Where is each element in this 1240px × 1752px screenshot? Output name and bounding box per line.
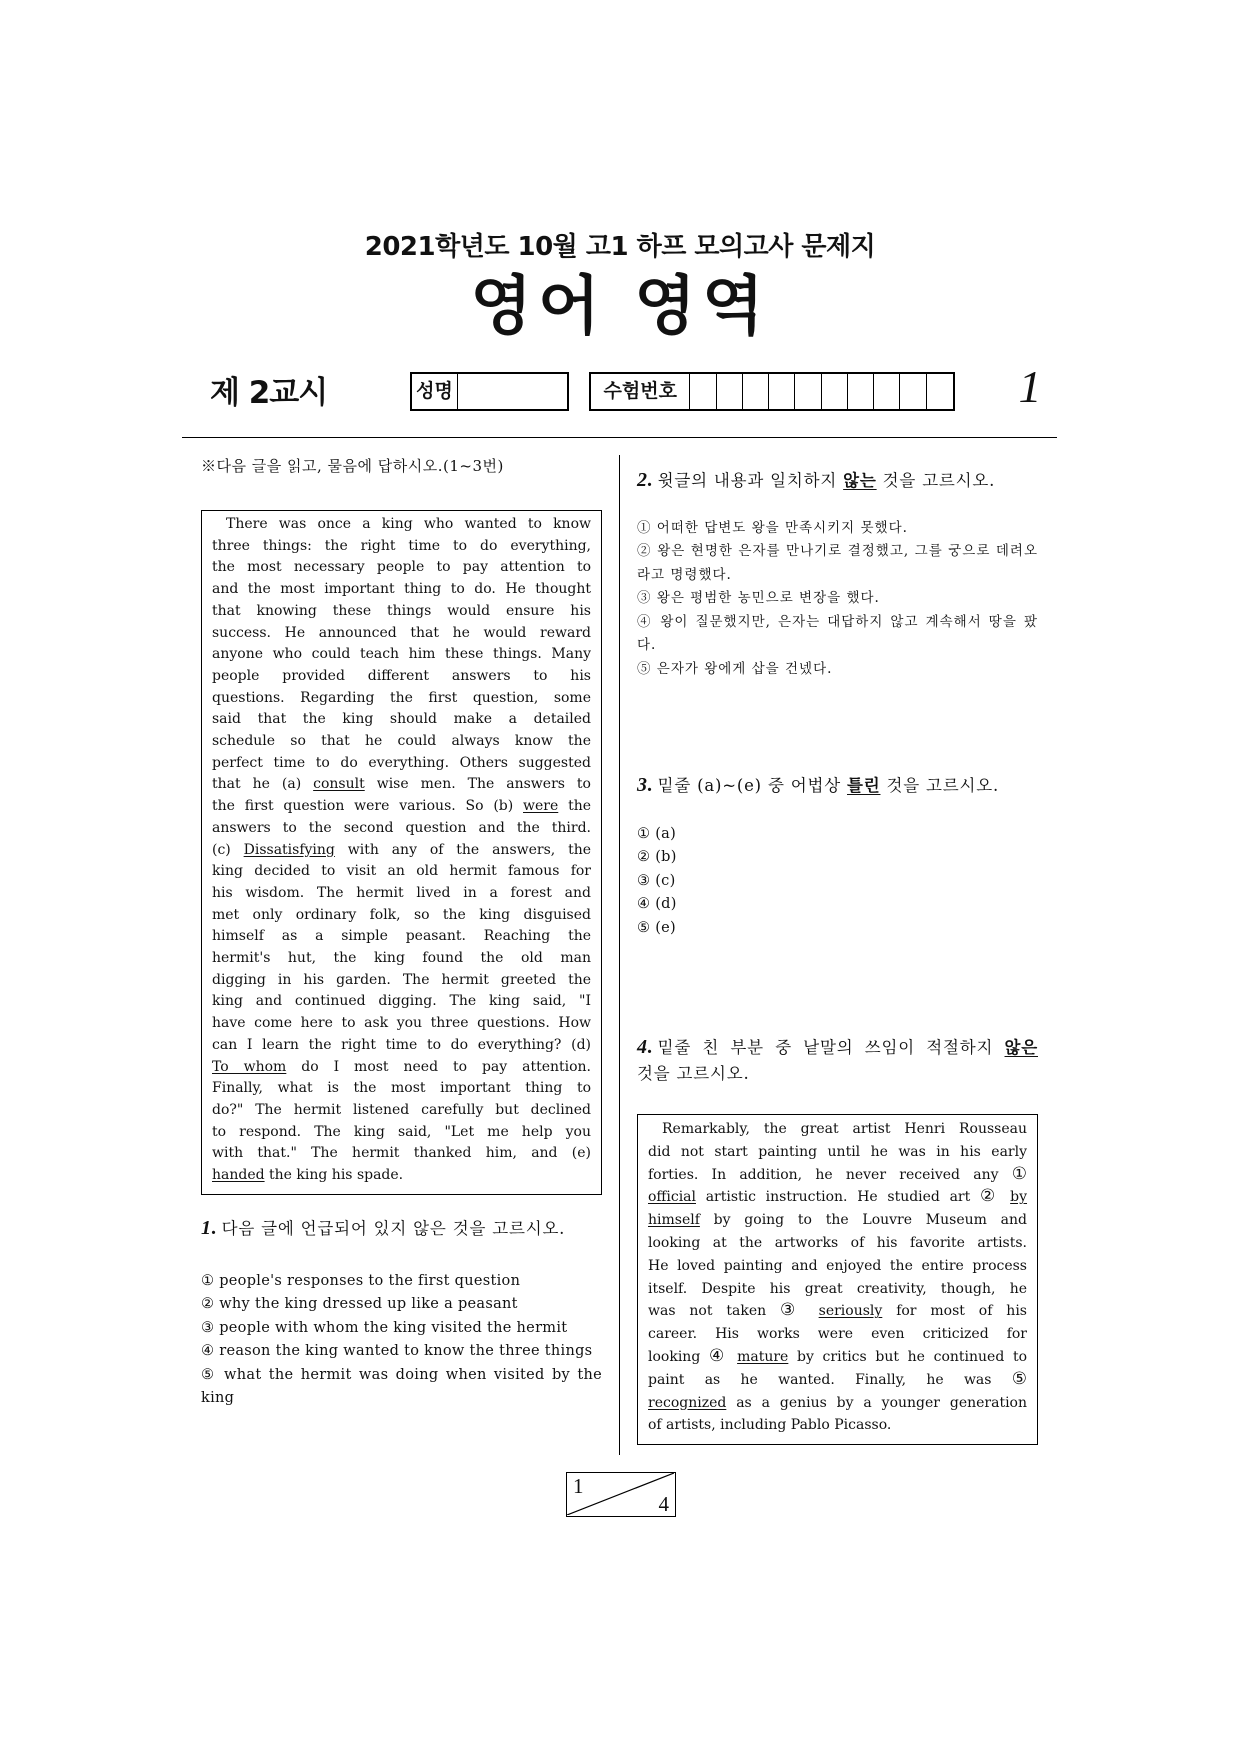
exam-number-cell [927, 374, 953, 409]
question-prompt: 밑줄 (a)~(e) 중 어법상 [657, 776, 847, 795]
total-pages-number: 4 [658, 1492, 669, 1516]
text-segment: He loved painting and enjoyed the entire process [648, 1257, 1027, 1274]
text-segment: of artists, including Pablo Picasso. [648, 1417, 892, 1434]
passage-line [212, 536, 591, 558]
option-2: ② why the king dressed up like a peasant [201, 1296, 518, 1313]
question-prompt-end: 것을 고르시오. [637, 1064, 750, 1083]
text-segment: with any of the answers, the [334, 841, 592, 858]
q4-passage-line [648, 1118, 1027, 1141]
underlined-phrase: Dissatisfying [243, 841, 335, 858]
question-emphasis: 않은 [1004, 1038, 1038, 1057]
passage-line [212, 1078, 591, 1100]
passage-line [212, 796, 591, 818]
question-3-title [637, 773, 1038, 798]
option-4: ④ (d) [637, 896, 677, 913]
text-segment: Finally, what is the most important thing to [212, 1080, 591, 1097]
choice-number: ② [979, 1186, 1001, 1207]
text-segment: by critics but he continued to [788, 1348, 1027, 1365]
text-segment: do I most need to pay attention. [286, 1058, 591, 1075]
option-2: ② (b) [637, 849, 677, 866]
choice-number: ⑤ [1011, 1368, 1027, 1389]
passage-line [212, 666, 591, 688]
text-segment: artistic instruction. He studied art [696, 1189, 980, 1206]
text-segment: career. His works were even criticized for [648, 1326, 1027, 1343]
question-prompt-end: 것을 고르시오. [880, 776, 1000, 795]
option-1: ① people's responses to the first question [201, 1273, 521, 1289]
passage-line [212, 753, 591, 775]
passage-line [212, 514, 591, 536]
question-emphasis: 않는 [843, 471, 877, 490]
exam-number-cell [795, 374, 821, 409]
question-1-title [201, 1216, 602, 1241]
question-2-options [637, 517, 1038, 681]
exam-subtitle: 2021학년도 10월 고1 하프 모의고사 문제지 [364, 232, 876, 262]
choice-number: ④ [708, 1345, 729, 1366]
question-number: 1. [201, 1217, 218, 1239]
text-segment: three things: the right time to do everything, [212, 537, 591, 554]
text-segment: did not start painting until he was in his early [648, 1143, 1027, 1160]
question-4-passage [648, 1118, 1027, 1437]
text-segment [805, 1303, 819, 1319]
text-segment: was not taken [648, 1303, 781, 1320]
question-2-title [637, 468, 1038, 493]
passage-line [212, 709, 591, 731]
passage-line [212, 840, 591, 862]
text-segment: do?" The hermit listened carefully but declined [212, 1101, 591, 1118]
passage-line [212, 774, 591, 796]
question-1-options [201, 1270, 602, 1411]
question-prompt-end: 것을 고르시오. [876, 471, 996, 490]
current-page-number: 1 [573, 1474, 584, 1498]
exam-number-cell [874, 374, 900, 409]
question-prompt: 밑줄 친 부분 중 낱말의 쓰임이 적절하지 [657, 1038, 1005, 1057]
passage-line [212, 861, 591, 883]
passage-line [212, 991, 591, 1013]
text-segment: for most of his [882, 1303, 1027, 1320]
q4-passage-line [648, 1300, 1027, 1323]
reading-passage [212, 514, 591, 1187]
text-segment: forties. In addition, he never received any [648, 1166, 1012, 1183]
text-segment: himself as a simple peasant. Reaching the [212, 928, 591, 945]
passage-line [212, 1100, 591, 1122]
name-label: 성명 [412, 374, 458, 409]
name-box [410, 372, 569, 411]
passage-line [212, 1165, 591, 1187]
exam-number-cell [717, 374, 743, 409]
underlined-phrase: handed [212, 1167, 265, 1184]
period-label: 제 2교시 [210, 375, 328, 411]
exam-number-box [589, 372, 955, 411]
question-3-options [637, 823, 757, 940]
option-3: ③ people with whom the king visited the hermit [201, 1319, 568, 1336]
exam-number-cell [690, 374, 716, 409]
passage-line [212, 644, 591, 666]
underlined-phrase: consult [313, 776, 365, 793]
text-segment: answers to the second question and the third. [212, 819, 591, 836]
text-segment: paint as he wanted. Finally, he was [648, 1371, 1012, 1388]
text-segment: said that the king should make a detailed [212, 711, 591, 728]
q4-passage-line [648, 1414, 1027, 1437]
underlined-phrase: To whom [212, 1058, 287, 1075]
text-segment: that knowing these things would ensure his [212, 602, 591, 619]
text-segment: anyone who could teach him these things. Many [212, 646, 591, 663]
q4-passage-line [648, 1186, 1027, 1209]
text-segment: success. He announced that he would reward [212, 624, 591, 641]
passage-line [212, 1122, 591, 1144]
q4-passage-line [648, 1141, 1027, 1164]
q4-passage-line [648, 1369, 1027, 1392]
question-number: 2. [637, 469, 654, 491]
passage-line [212, 970, 591, 992]
text-segment: hermit's hut, the king found the old man [212, 950, 591, 967]
option-5: ⑤ (e) [637, 919, 677, 936]
text-segment: by going to the Louvre Museum and [699, 1212, 1027, 1229]
exam-number-cell [743, 374, 769, 409]
instruction: ※다음 글을 읽고, 물음에 답하시오.(1~3번) [201, 457, 504, 475]
option-5: ⑤ what the hermit was doing when visited by the king [201, 1366, 602, 1407]
text-segment: looking at the artworks of his favorite artists. [648, 1234, 1027, 1251]
option-5: ⑤ 은자가 왕에게 삽을 건넸다. [637, 660, 833, 677]
text-segment: (c) [212, 841, 244, 858]
q4-passage-line [648, 1346, 1027, 1369]
q4-passage-line [648, 1278, 1027, 1301]
text-segment: king decided to visit an old hermit famous for [212, 863, 591, 880]
option-4: ④ 왕이 질문했지만, 은자는 대답하지 않고 계속해서 땅을 팠다. [637, 613, 1038, 654]
text-segment: the king his spade. [264, 1167, 404, 1184]
text-segment: the first question were various. So (b) [212, 798, 524, 815]
reading-passage-box [201, 510, 602, 1195]
column-divider [619, 455, 620, 1455]
text-segment: met only ordinary folk, so the king disguised [212, 906, 591, 923]
underlined-phrase: by [1010, 1189, 1028, 1206]
underlined-phrase: recognized [648, 1394, 727, 1411]
question-prompt: 다음 글에 언급되어 있지 않은 것을 고르시오. [221, 1219, 566, 1238]
exam-number-cell [848, 374, 874, 409]
header-page-number: 1 [1018, 361, 1042, 412]
choice-number: ③ [780, 1300, 805, 1321]
text-segment: Remarkably, the great artist Henri Rousseau [662, 1121, 1027, 1137]
q4-passage-line [648, 1232, 1027, 1255]
text-segment: that he (a) [212, 776, 314, 793]
q4-passage-line [648, 1209, 1027, 1232]
text-segment: looking [648, 1348, 709, 1365]
underlined-phrase: himself [648, 1212, 700, 1229]
text-segment: with that." The hermit thanked him, and (e) [212, 1145, 591, 1162]
question-4-title-line [637, 1034, 1038, 1061]
text-segment: king and continued digging. The king said, "I [212, 993, 591, 1010]
text-segment [1000, 1189, 1010, 1205]
passage-line [212, 948, 591, 970]
option-2: ② 왕은 현명한 은자를 만나기로 결정했고, 그를 궁으로 데려오라고 명령했다. [637, 543, 1038, 583]
option-3: ③ 왕은 평범한 농민으로 변장을 했다. [637, 590, 880, 607]
passage-line [212, 688, 591, 710]
text-segment: perfect time to do everything. Others suggested [212, 754, 591, 771]
text-segment: to respond. The king said, "Let me help you [212, 1123, 591, 1140]
name-field [458, 374, 567, 409]
passage-line [212, 1013, 591, 1035]
underlined-phrase: mature [737, 1348, 789, 1365]
q4-passage-line [648, 1255, 1027, 1278]
passage-line [212, 1035, 591, 1057]
text-segment [728, 1349, 737, 1365]
text-segment: have come here to ask you three questions. How [212, 1015, 591, 1032]
text-segment: and the most important thing to do. He thought [212, 581, 591, 598]
text-segment: wise men. The answers to [364, 776, 591, 793]
text-segment: questions. Regarding the first question, some [212, 689, 591, 706]
question-number: 4. [637, 1036, 654, 1058]
text-segment: as a genius by a younger generation [726, 1394, 1027, 1411]
underlined-phrase: seriously [818, 1303, 883, 1320]
exam-number-cell [769, 374, 795, 409]
q4-passage-line [648, 1323, 1027, 1346]
passage-line [212, 1057, 591, 1079]
passage-line [212, 926, 591, 948]
exam-number-label: 수험번호 [591, 374, 690, 409]
text-segment: people provided different answers to his [212, 667, 591, 684]
passage-line [212, 731, 591, 753]
option-1: ① (a) [637, 826, 677, 842]
option-1: ① 어떠한 답변도 왕을 만족시키지 못했다. [637, 520, 908, 536]
question-4-title [637, 1034, 1038, 1087]
option-3: ③ (c) [637, 872, 676, 889]
q4-passage-line [648, 1164, 1027, 1187]
exam-number-cell [822, 374, 848, 409]
exam-number-cell [900, 374, 926, 409]
passage-line [212, 818, 591, 840]
text-segment: the most necessary people to pay attention to [212, 559, 591, 576]
underlined-phrase: official [648, 1189, 696, 1206]
passage-line [212, 905, 591, 927]
choice-number: ① [1011, 1163, 1027, 1184]
page-counter-box [566, 1472, 676, 1517]
header-divider [182, 437, 1057, 438]
text-segment: itself. Despite his great creativity, though, he [648, 1280, 1027, 1297]
option-4: ④ reason the king wanted to know the three things [201, 1343, 593, 1360]
text-segment: can I learn the right time to do everything? (d) [212, 1036, 591, 1053]
passage-line [212, 579, 591, 601]
passage-line [212, 883, 591, 905]
question-emphasis: 틀린 [847, 776, 881, 795]
passage-line [212, 601, 591, 623]
passage-line [212, 557, 591, 579]
text-segment: schedule so that he could always know the [212, 733, 591, 750]
question-number: 3. [637, 774, 654, 796]
question-prompt: 윗글의 내용과 일치하지 [657, 471, 844, 490]
passage-line [212, 623, 591, 645]
exam-title: 영어 영역 [470, 270, 770, 344]
text-segment: There was once a king who wanted to know [226, 516, 591, 532]
underlined-phrase: were [523, 798, 559, 815]
q4-passage-line [648, 1392, 1027, 1415]
text-segment: the [558, 798, 591, 815]
passage-line [212, 1143, 591, 1165]
question-4-passage-box [637, 1114, 1038, 1445]
text-segment: his wisdom. The hermit lived in a forest and [212, 884, 591, 901]
text-segment: digging in his garden. The hermit greeted the [212, 971, 591, 988]
